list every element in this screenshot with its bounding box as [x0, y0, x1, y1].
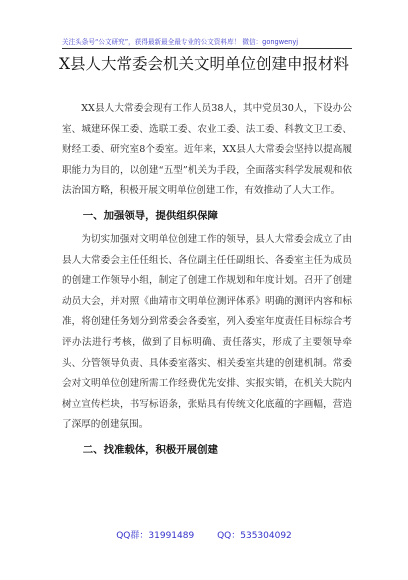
section-heading: 一、加强领导，提供组织保障: [82, 209, 218, 222]
header-divider: [62, 48, 352, 49]
header-notice: 关注头条号“公文研究”，获得最新最全最专业的公文资料库！ 微信：gongwenyj: [62, 38, 299, 46]
intro-paragraph: XX县人大常委会现有工作人员38人，其中党员30人，下设办公室、城建环保工委、选联工委、农业工委、法工委、科教文卫工委、财经工委、研究室8个委室。近年来，XX县人大常委会坚持以提高履职能力为目的，以创建“五型”机关为手段，全面落实科学发展观和依法治国方略，积极开展文明单位创建工作，有效推动了人大工作。: [62, 103, 352, 197]
document-body: [62, 99, 352, 464]
footer-contact: [0, 528, 408, 541]
section-paragraph: 为切实加强对文明单位创建工作的领导，县人大常委会成立了由县人大常委会主任任组长、各位副主任任副组长、各委室主任为成员的创建工作领导小组，制定了创建工作规划和年度计划。召开了创建动员大会，并对照《曲靖市文明单位测评体系》明确的测评内容和标准，将创建任务划分到常委会各委室，列入委室年度责任目标综合考评办法进行考核，做到了目标明确、责任落实，形成了主要领导牵头、分管领导负责、具体委室落实、相关委室共建的创建机制。常委会对文明单位创建所需工作经费优先安排、实报实销，在机关大院内树立宣传栏块，书写标语条，张贴具有传统文化底蕴的字画幅，营造了深厚的创建氛围。: [62, 233, 352, 431]
section-heading: 二、找准载体，积极开展创建: [82, 443, 218, 456]
qq-group-text: QQ群：31991489: [116, 531, 195, 541]
qq-contact-text: QQ：535304092: [217, 531, 292, 541]
document-title: X县人大常委会机关文明单位创建申报材料: [58, 55, 350, 73]
